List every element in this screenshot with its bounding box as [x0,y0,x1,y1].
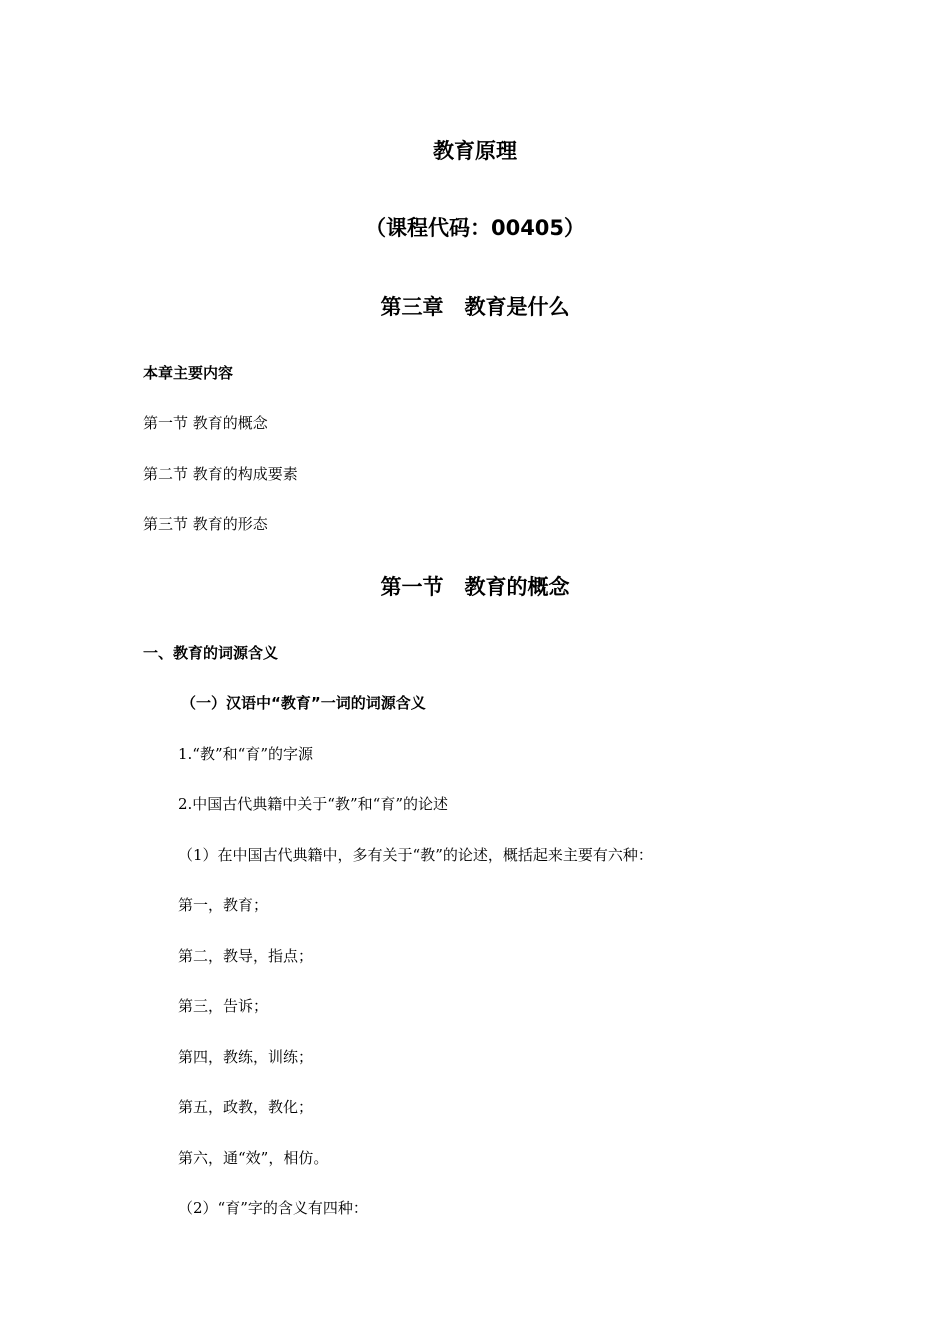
point-1: （1）在中国古代典籍中，多有关于“教”的论述，概括起来主要有六种： [178,846,653,864]
item-2: 2.中国古代典籍中关于“教”和“育”的论述 [178,795,448,813]
meaning-item-4: 第四，教练，训练； [178,1048,314,1066]
meaning-item-3: 第三，告诉； [178,997,269,1015]
chapter-title: 第三章 教育是什么 [380,295,570,319]
item-1: 1.“教”和“育”的字源 [178,745,313,763]
meaning-item-2: 第二，教导，指点； [178,947,314,965]
point-2: （2）“育”字的含义有四种： [178,1199,368,1217]
document-title: 教育原理 [433,139,517,163]
subsection-subheading: （一）汉语中“教育”一词的词源含义 [181,694,426,712]
contents-item-2: 第二节 教育的构成要素 [143,465,298,483]
section-title: 第一节 教育的概念 [380,575,570,599]
meaning-item-5: 第五，政教，教化； [178,1098,314,1116]
contents-item-1: 第一节 教育的概念 [143,414,268,432]
meaning-item-1: 第一，教育； [178,896,269,914]
contents-item-3: 第三节 教育的形态 [143,515,268,533]
contents-heading: 本章主要内容 [143,364,234,382]
course-code: （课程代码：00405） [364,216,586,240]
subsection-heading: 一、教育的词源含义 [143,644,279,662]
meaning-item-6: 第六，通“效”，相仿。 [178,1149,329,1167]
